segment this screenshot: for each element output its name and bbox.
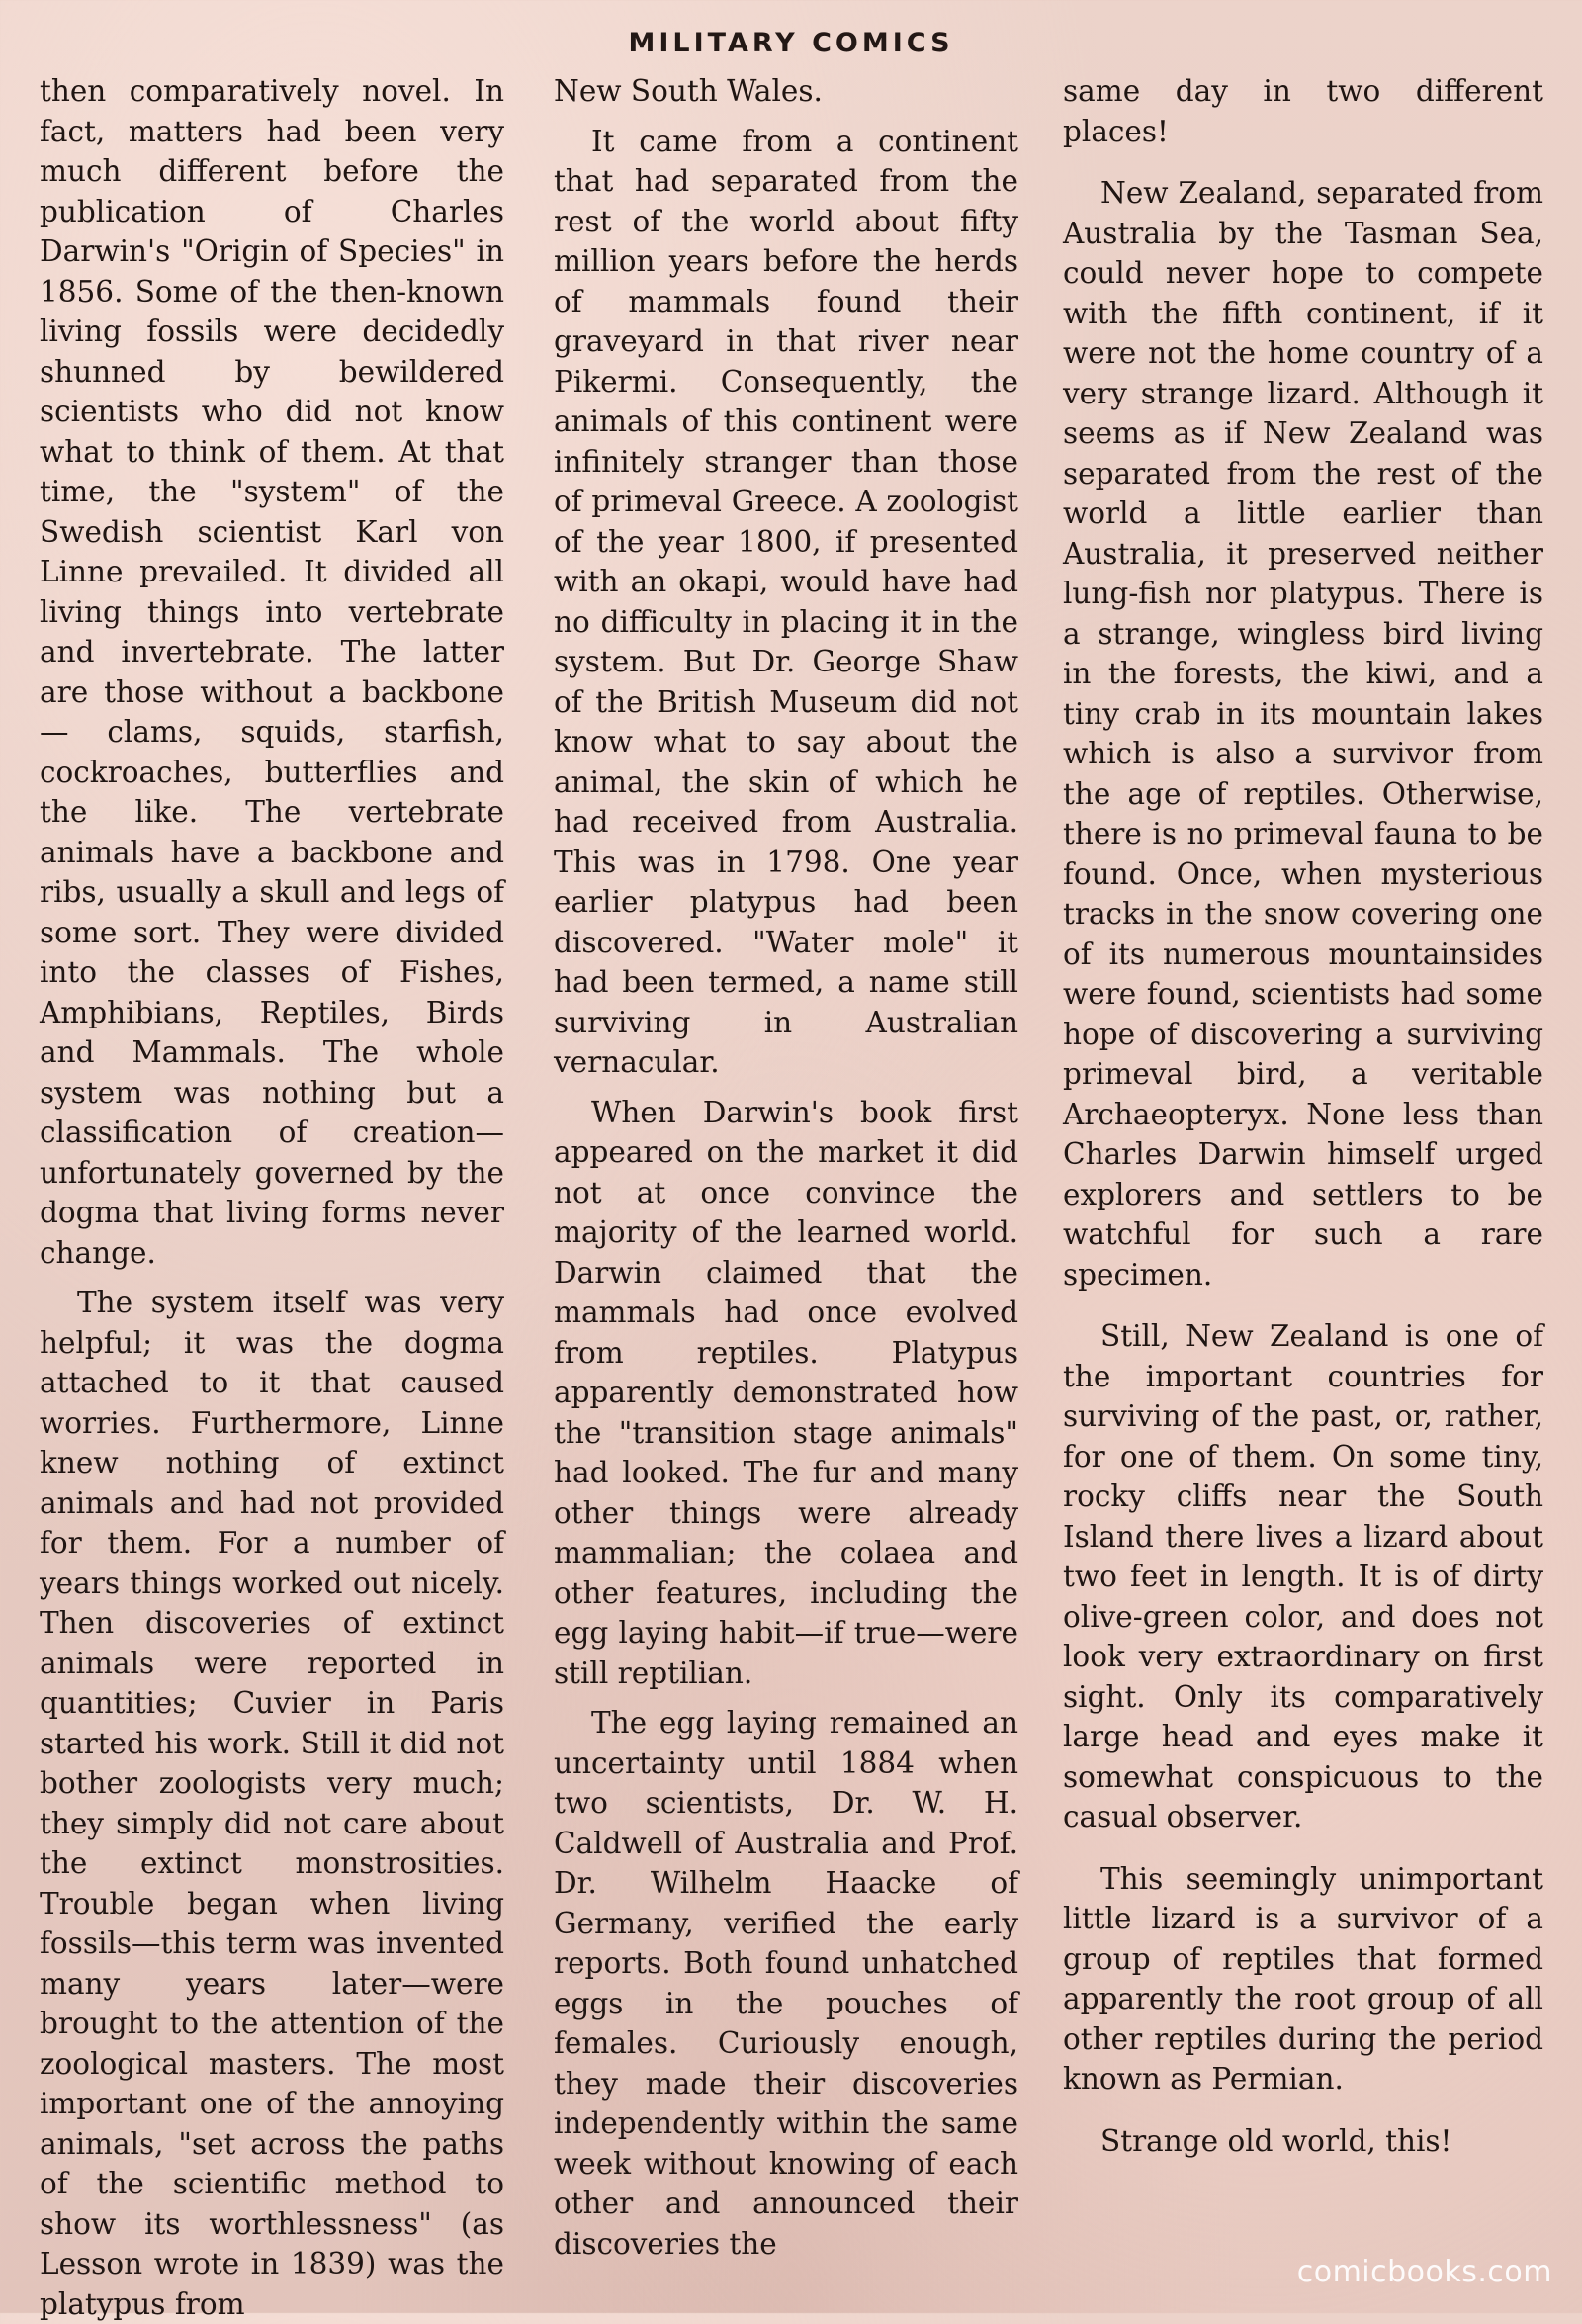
paragraph: The system itself was very helpful; it was the dogma attached to it that caused worries. Furthermore, Linne knew nothing of extinct animals and had not provided for them. For a number of years things worked out nicely. Then discoveries of extinct animals were reported in quantities; Cuvier in Paris started his work. Still it did not bother zoologists very much; they simply did not care about the extinct monstrosities. Trouble began when living fossils—this term was invented many years later—were brought to the attention of the zoological masters. The most important one of the annoying animals, "set across the paths of the scientific method to show its worthlessness" (as Lesson wrote in 1839) was the platypus from: [40, 1286, 504, 2321]
paragraph: Still, New Zealand is one of the important countries for surviving of the past, or, rather, for one of them. On some tiny, rocky cliffs near the South Island there lives a lizard about two feet in length. It is of dirty olive-green color, and does not look very extraordinary on first sight. Only its comparatively large head and eyes make it somewhat conspicuous to the casual observer.: [1063, 1319, 1543, 1833]
article-column-1: [40, 71, 504, 2321]
paragraph: New South Wales.: [554, 74, 823, 108]
watermark: comicbooks.com: [1296, 2255, 1552, 2289]
article-column-3: [1063, 71, 1543, 2232]
page-header: MILITARY COMICS: [628, 28, 954, 58]
paragraph: New Zealand, separated from Australia by the Tasman Sea, could never hope to compete with the fifth continent, if it were not the home country of a very strange lizard. Although it seems as if New Zealand was separated from the rest of the world a little earlier than Australia, it preserved neither lung-fish nor platypus. There is a strange, wingless bird living in the forests, the kiwi, and a tiny crab in its mountain lakes which is also a survivor from the age of reptiles. Otherwise, there is no primeval fauna to be found. Once, when mysterious tracks in the snow covering one of its numerous mountainsides were found, scientists had some hope of discovering a surviving primeval bird, a veritable Archaeopteryx. None less than Charles Darwin himself urged explorers and settlers to be watchful for such a rare specimen.: [1063, 176, 1543, 1292]
paragraph: The egg laying remained an uncertainty until 1884 when two scientists, Dr. W. H. Caldwell of Australia and Prof. Dr. Wilhelm Haacke of Germany, verified the early reports. Both found unhatched eggs in the pouches of females. Curiously enough, they made their discoveries independently within the same week without knowing of each other and announced their discoveries the: [554, 1706, 1018, 2261]
paragraph: This seemingly unimportant little lizard is a survivor of a group of reptiles that formed apparently the root group of all other reptiles during the period known as Permian.: [1063, 1861, 1543, 2096]
paragraph: It came from a continent that had separated from the rest of the world about fifty million years before the herds of mammals found their graveyard in that river near Pikermi. Consequently, the animals of this continent were infinitely stranger than those of primeval Greece. A zoologist of the year 1800, if presented with an okapi, would have had no difficulty in placing it in the system. But Dr. George Shaw of the British Museum did not know what to say about the animal, the skin of which he had received from Australia. This was in 1798. One year earlier platypus had been discovered. "Water mole" it had been termed, a name still surviving in Australian vernacular.: [554, 124, 1018, 1079]
article-column-2: [554, 71, 1018, 2261]
paragraph: then comparatively novel. In fact, matters had been very much different before the publication of Charles Darwin's "Origin of Species" in 1856. Some of the then-known living fossils were decidedly shunned by bewildered scientists who did not know what to think of them. At that time, the "system" of the Swedish scientist Karl von Linne prevailed. It divided all living things into vertebrate and invertebrate. The latter are those without a backbone — clams, squids, starfish, cockroaches, butterflies and the like. The vertebrate animals have a backbone and ribs, usually a skull and legs of some sort. They were divided into the classes of Fishes, Amphibians, Reptiles, Birds and Mammals. The whole system was nothing but a classification of creation—unfortunately governed by the dogma that living forms never change.: [40, 74, 504, 1270]
paragraph: Strange old world, this!: [1100, 2123, 1452, 2158]
paragraph: same day in two different places!: [1063, 74, 1543, 148]
paragraph: When Darwin's book first appeared on the market it did not at once convince the majority of the learned world. Darwin claimed that the mammals had once evolved from reptiles. Platypus apparently demonstrated how the "transition stage animals" had looked. The fur and many other things were already mammalian; the colaea and other features, including the egg laying habit—if true—were still reptilian.: [554, 1095, 1018, 1690]
